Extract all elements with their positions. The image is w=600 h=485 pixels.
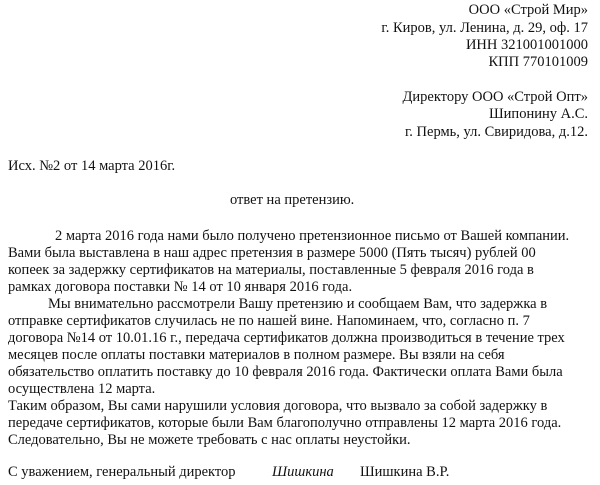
sender-address: г. Киров, ул. Ленина, д. 29, оф. 17	[381, 20, 588, 36]
signature: Шишкина	[272, 464, 334, 480]
sender-kpp: КПП 770101009	[488, 54, 588, 70]
body-line: копеек за задержку сертификатов на материалы, поставленные 5 февраля 2016 года в	[8, 262, 534, 278]
body-line: отправке сертификатов случилась не по нашей вине. Напоминаем, что, согласно п. 7	[8, 313, 530, 329]
body-line: 2 марта 2016 года нами было получено претензионное письмо от Вашей компании.	[55, 228, 570, 244]
body-line: Вами была выставлена в наш адрес претензия в размере 5000 (Пять тысяч) рублей 00	[8, 245, 536, 261]
recipient-title: Директору ООО «Строй Опт»	[402, 89, 588, 105]
body-line: передаче сертификатов, которые были Вам благополучно отправлены 12 марта 2016 года.	[8, 415, 562, 431]
body-line: договора №14 от 10.01.16 г., передача сертификатов должна производиться в течение трех	[8, 330, 565, 346]
body-line: месяцев после оплаты поставки материалов в полном размере. Вы взяли на себя	[8, 347, 505, 363]
sender-inn: ИНН 321001001000	[465, 37, 588, 53]
recipient-address: г. Пермь, ул. Свиридова, д.12.	[404, 124, 588, 140]
outgoing-reference: Исх. №2 от 14 марта 2016г.	[8, 158, 176, 174]
body-line: Таким образом, Вы сами нарушили условия договора, что вызвало за собой задержку в	[8, 398, 548, 414]
body-line: рамках договора поставки № 14 от 10 января 2016 года.	[8, 279, 353, 295]
body-line: осуществлена 12 марта.	[8, 381, 156, 397]
letter-subject: ответ на претензию.	[230, 192, 355, 208]
body-line: Следовательно, Вы не можете требовать с нас оплаты неустойки.	[8, 432, 411, 448]
body-line: обязательство оплатить поставку до 10 февраля 2016 года. Фактически оплата Вами была	[8, 364, 563, 380]
body-line: Мы внимательно рассмотрели Вашу претензию и сообщаем Вам, что задержка в	[48, 296, 548, 312]
signatory-name: Шишкина В.Р.	[360, 464, 450, 480]
recipient-name: Шипонину А.С.	[489, 106, 588, 122]
closing-text: С уважением, генеральный директор	[8, 464, 236, 480]
sender-company: ООО «Строй Мир»	[468, 2, 588, 18]
